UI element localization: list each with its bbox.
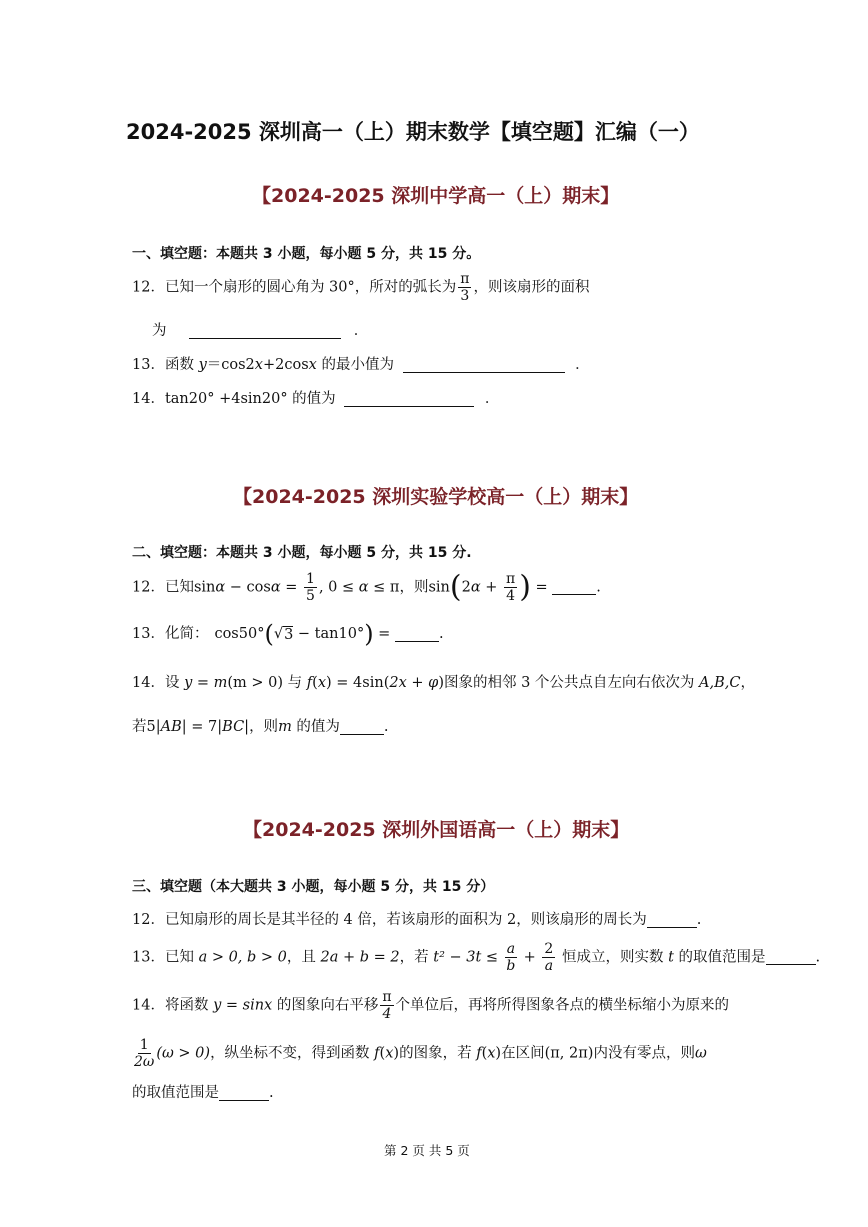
question-3-13: 13．已知 a > 0, b > 0，且 2a + b = 2，若 t² − 3t ≤ $\frac{a}{b}$ + $\frac{2}{a}$ 恒成立，则实数 t 的取值范围是 .: [132, 941, 821, 974]
fraction: $\frac{1}{5}$: [306, 571, 315, 604]
question-2-14-line2: 若5|AB| = 7|BC|，则m 的值为 .: [132, 719, 389, 735]
answer-blank: [552, 580, 596, 595]
document-title: 2024-2025 深圳高一（上）期末数学【填空题】汇编（一）: [126, 120, 700, 144]
answer-blank: [189, 324, 341, 339]
fraction: $\frac{2}{a}$: [544, 941, 554, 974]
fraction: $\frac{\pi}{4}$: [382, 989, 392, 1022]
question-1-14: 14．tan20° +4sin20° 的值为 ．: [132, 391, 500, 407]
part-heading-3: 三、填空题（本大题共 3 小题，每小题 5 分，共 15 分）: [132, 879, 495, 895]
fraction: $\frac{\pi}{3}$: [460, 271, 470, 304]
question-3-14-line3: 的取值范围是 .: [132, 1085, 274, 1101]
question-3-14-line2: $\frac{1}{2\omega}$ (ω > 0)，纵坐标不变，得到函数 f(x)的图象，若 f(x)在区间(π, 2π)内没有零点，则ω: [134, 1037, 707, 1070]
fraction: $\frac{a}{b}$: [506, 941, 516, 974]
answer-blank: [219, 1086, 269, 1101]
answer-blank: [340, 720, 384, 735]
question-2-14: 14．设 y = m(m > 0) 与 f(x) = 4sin(2x + φ)图象的相邻 3 个公共点自左向右依次为 A,B,C，: [132, 675, 755, 691]
section-heading-1: 【2024-2025 深圳中学高一（上）期末】: [252, 185, 620, 207]
question-3-12: 12．已知扇形的周长是其半径的 4 倍，若该扇形的面积为 2，则该扇形的周长为 .: [132, 912, 702, 928]
answer-blank: [344, 392, 474, 407]
question-2-12: 12．已知sinα − cosα = $\frac{1}{5}$ , 0 ≤ α ≤ π，则sin(2α + $\frac{\pi}{4}$ ) = .: [132, 569, 601, 605]
question-3-14: 14．将函数 y = sinx 的图象向右平移 $\frac{\pi}{4}$ 个单位后，再将所得图象各点的横坐标缩小为原来的: [132, 989, 730, 1022]
answer-blank: [395, 627, 439, 642]
question-2-13: 13．化简： cos50°(√3 − tan10°) = .: [132, 620, 444, 648]
answer-blank: [647, 913, 697, 928]
fraction: $\frac{\pi}{4}$: [506, 571, 516, 604]
page-footer: 第 2 页 共 5 页: [384, 1143, 470, 1158]
question-1-13: 13．函数 y＝cos2x+2cosx 的最小值为 ．: [132, 357, 590, 373]
question-1-12: 12．已知一个扇形的圆心角为 30°，所对的弧长为 $\frac{\pi}{3}$ ，则该扇形的面积: [132, 271, 590, 304]
part-heading-1: 一、填空题：本题共 3 小题，每小题 5 分，共 15 分。: [132, 246, 481, 262]
section-heading-3: 【2024-2025 深圳外国语高一（上）期末】: [243, 819, 630, 841]
section-heading-2: 【2024-2025 深圳实验学校高一（上）期末】: [233, 486, 639, 508]
answer-blank: [403, 358, 565, 373]
question-1-12-line2: 为 ．: [152, 323, 369, 339]
fraction: $\frac{1}{2\omega}$: [134, 1037, 155, 1070]
answer-blank: [766, 950, 816, 965]
part-heading-2: 二、填空题：本题共 3 小题，每小题 5 分，共 15 分.: [132, 545, 472, 561]
